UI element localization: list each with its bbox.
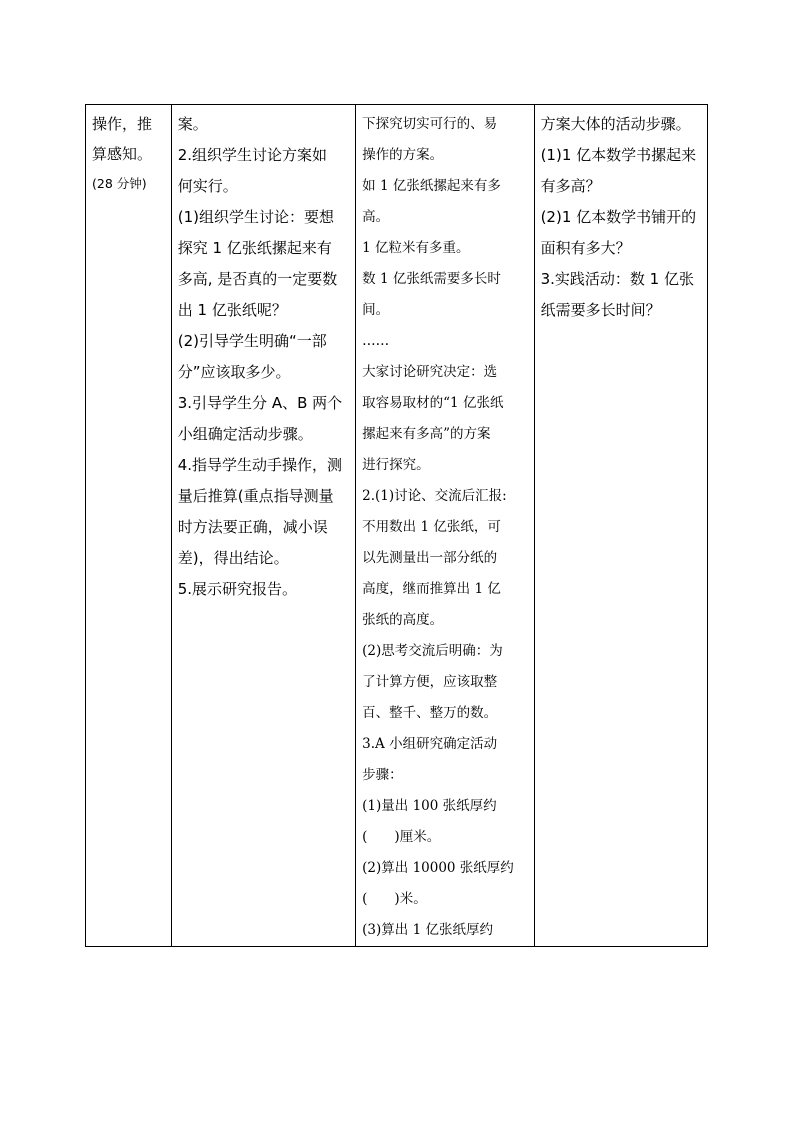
table-line: (2)引导学生明确“一部 bbox=[177, 332, 327, 350]
table-line: 3.A 小组研究确定活动 bbox=[362, 736, 498, 752]
table-line: 何实行。 bbox=[177, 177, 238, 195]
table-line: …… bbox=[362, 333, 390, 349]
table-line: 数 1 亿张纸需要多长时 bbox=[362, 271, 501, 287]
table-line: 1 亿粒米有多重。 bbox=[362, 240, 470, 256]
table-column-teacher bbox=[172, 105, 356, 946]
table-line: (3)算出 1 亿张纸厚约 bbox=[362, 922, 493, 938]
table-line: 不用数出 1 亿张纸，可 bbox=[362, 519, 501, 535]
table-line: 操作的方案。 bbox=[362, 147, 444, 163]
table-line: 面积有多大？ bbox=[540, 239, 631, 257]
table-line: ( )米。 bbox=[362, 891, 427, 907]
table-line: 步骤： bbox=[362, 767, 403, 783]
table-line: 间。 bbox=[362, 302, 390, 318]
table-line: 下探究切实可行的、易 bbox=[362, 116, 498, 132]
table-line: (2)思考交流后明确：为 bbox=[362, 643, 503, 659]
table-line: 方案大体的活动步骤。 bbox=[540, 115, 691, 133]
lesson-plan-table bbox=[85, 104, 708, 947]
table-line: 大家讨论研究决定：选 bbox=[362, 364, 498, 380]
table-line: 以先测量出一部分纸的 bbox=[362, 550, 498, 566]
table-column-student bbox=[356, 105, 534, 946]
table-line: 案。 bbox=[177, 115, 208, 133]
table-column-goals bbox=[535, 105, 707, 946]
table-line: 张纸的高度。 bbox=[362, 612, 444, 628]
table-line: 如 1 亿张纸摞起来有多 bbox=[362, 178, 501, 194]
table-line: 2.(1)讨论、交流后汇报: bbox=[362, 488, 507, 504]
table-line: 探究 1 亿张纸摞起来有 bbox=[177, 239, 332, 257]
table-line: 3.实践活动：数 1 亿张 bbox=[540, 270, 694, 288]
table-line: (1)1 亿本数学书摞起来 bbox=[540, 146, 697, 164]
table-line: 算感知。 bbox=[92, 145, 153, 163]
table-line: 2.组织学生讨论方案如 bbox=[177, 146, 328, 164]
table-line: 出 1 亿张纸呢？ bbox=[177, 301, 287, 319]
table-line: 进行探究。 bbox=[362, 457, 430, 473]
table-line: 分”应该取多少。 bbox=[177, 363, 291, 381]
table-line: (2)算出 10000 张纸厚约 bbox=[362, 860, 514, 876]
table-column-stage bbox=[86, 105, 172, 946]
table-line: 高度，继而推算出 1 亿 bbox=[362, 581, 501, 597]
table-line: 有多高？ bbox=[540, 177, 601, 195]
table-line: (1)组织学生讨论：要想 bbox=[177, 208, 334, 226]
table-line: 4.指导学生动手操作，测 bbox=[177, 456, 343, 474]
table-line: 5.展示研究报告。 bbox=[177, 580, 298, 598]
table-line: 时方法要正确，减小误 bbox=[177, 518, 328, 536]
table-line: ( )厘米。 bbox=[362, 829, 441, 845]
table-line: 多高, 是否真的一定要数 bbox=[177, 270, 338, 288]
table-line: 摞起来有多高”的方案 bbox=[362, 426, 491, 442]
table-line: 取容易取材的“1 亿张纸 bbox=[362, 395, 504, 411]
table-line: 量后推算(重点指导测量 bbox=[177, 487, 334, 505]
table-line: (1)量出 100 张纸厚约 bbox=[362, 798, 497, 814]
table-line: 百、整千、整万的数。 bbox=[362, 705, 498, 721]
table-line: (2)1 亿本数学书铺开的 bbox=[540, 208, 697, 226]
table-line: 操作，推 bbox=[92, 115, 153, 133]
table-line: 高。 bbox=[362, 209, 390, 225]
table-line: 纸需要多长时间？ bbox=[540, 301, 661, 319]
table-line: 了计算方便，应该取整 bbox=[362, 674, 498, 690]
table-line: 3.引导学生分 A、B 两个 bbox=[177, 394, 343, 412]
table-line: 小组确定活动步骤。 bbox=[177, 425, 313, 443]
table-line: 差)，得出结论。 bbox=[177, 549, 289, 567]
time-label: (28 分钟) bbox=[92, 176, 147, 191]
